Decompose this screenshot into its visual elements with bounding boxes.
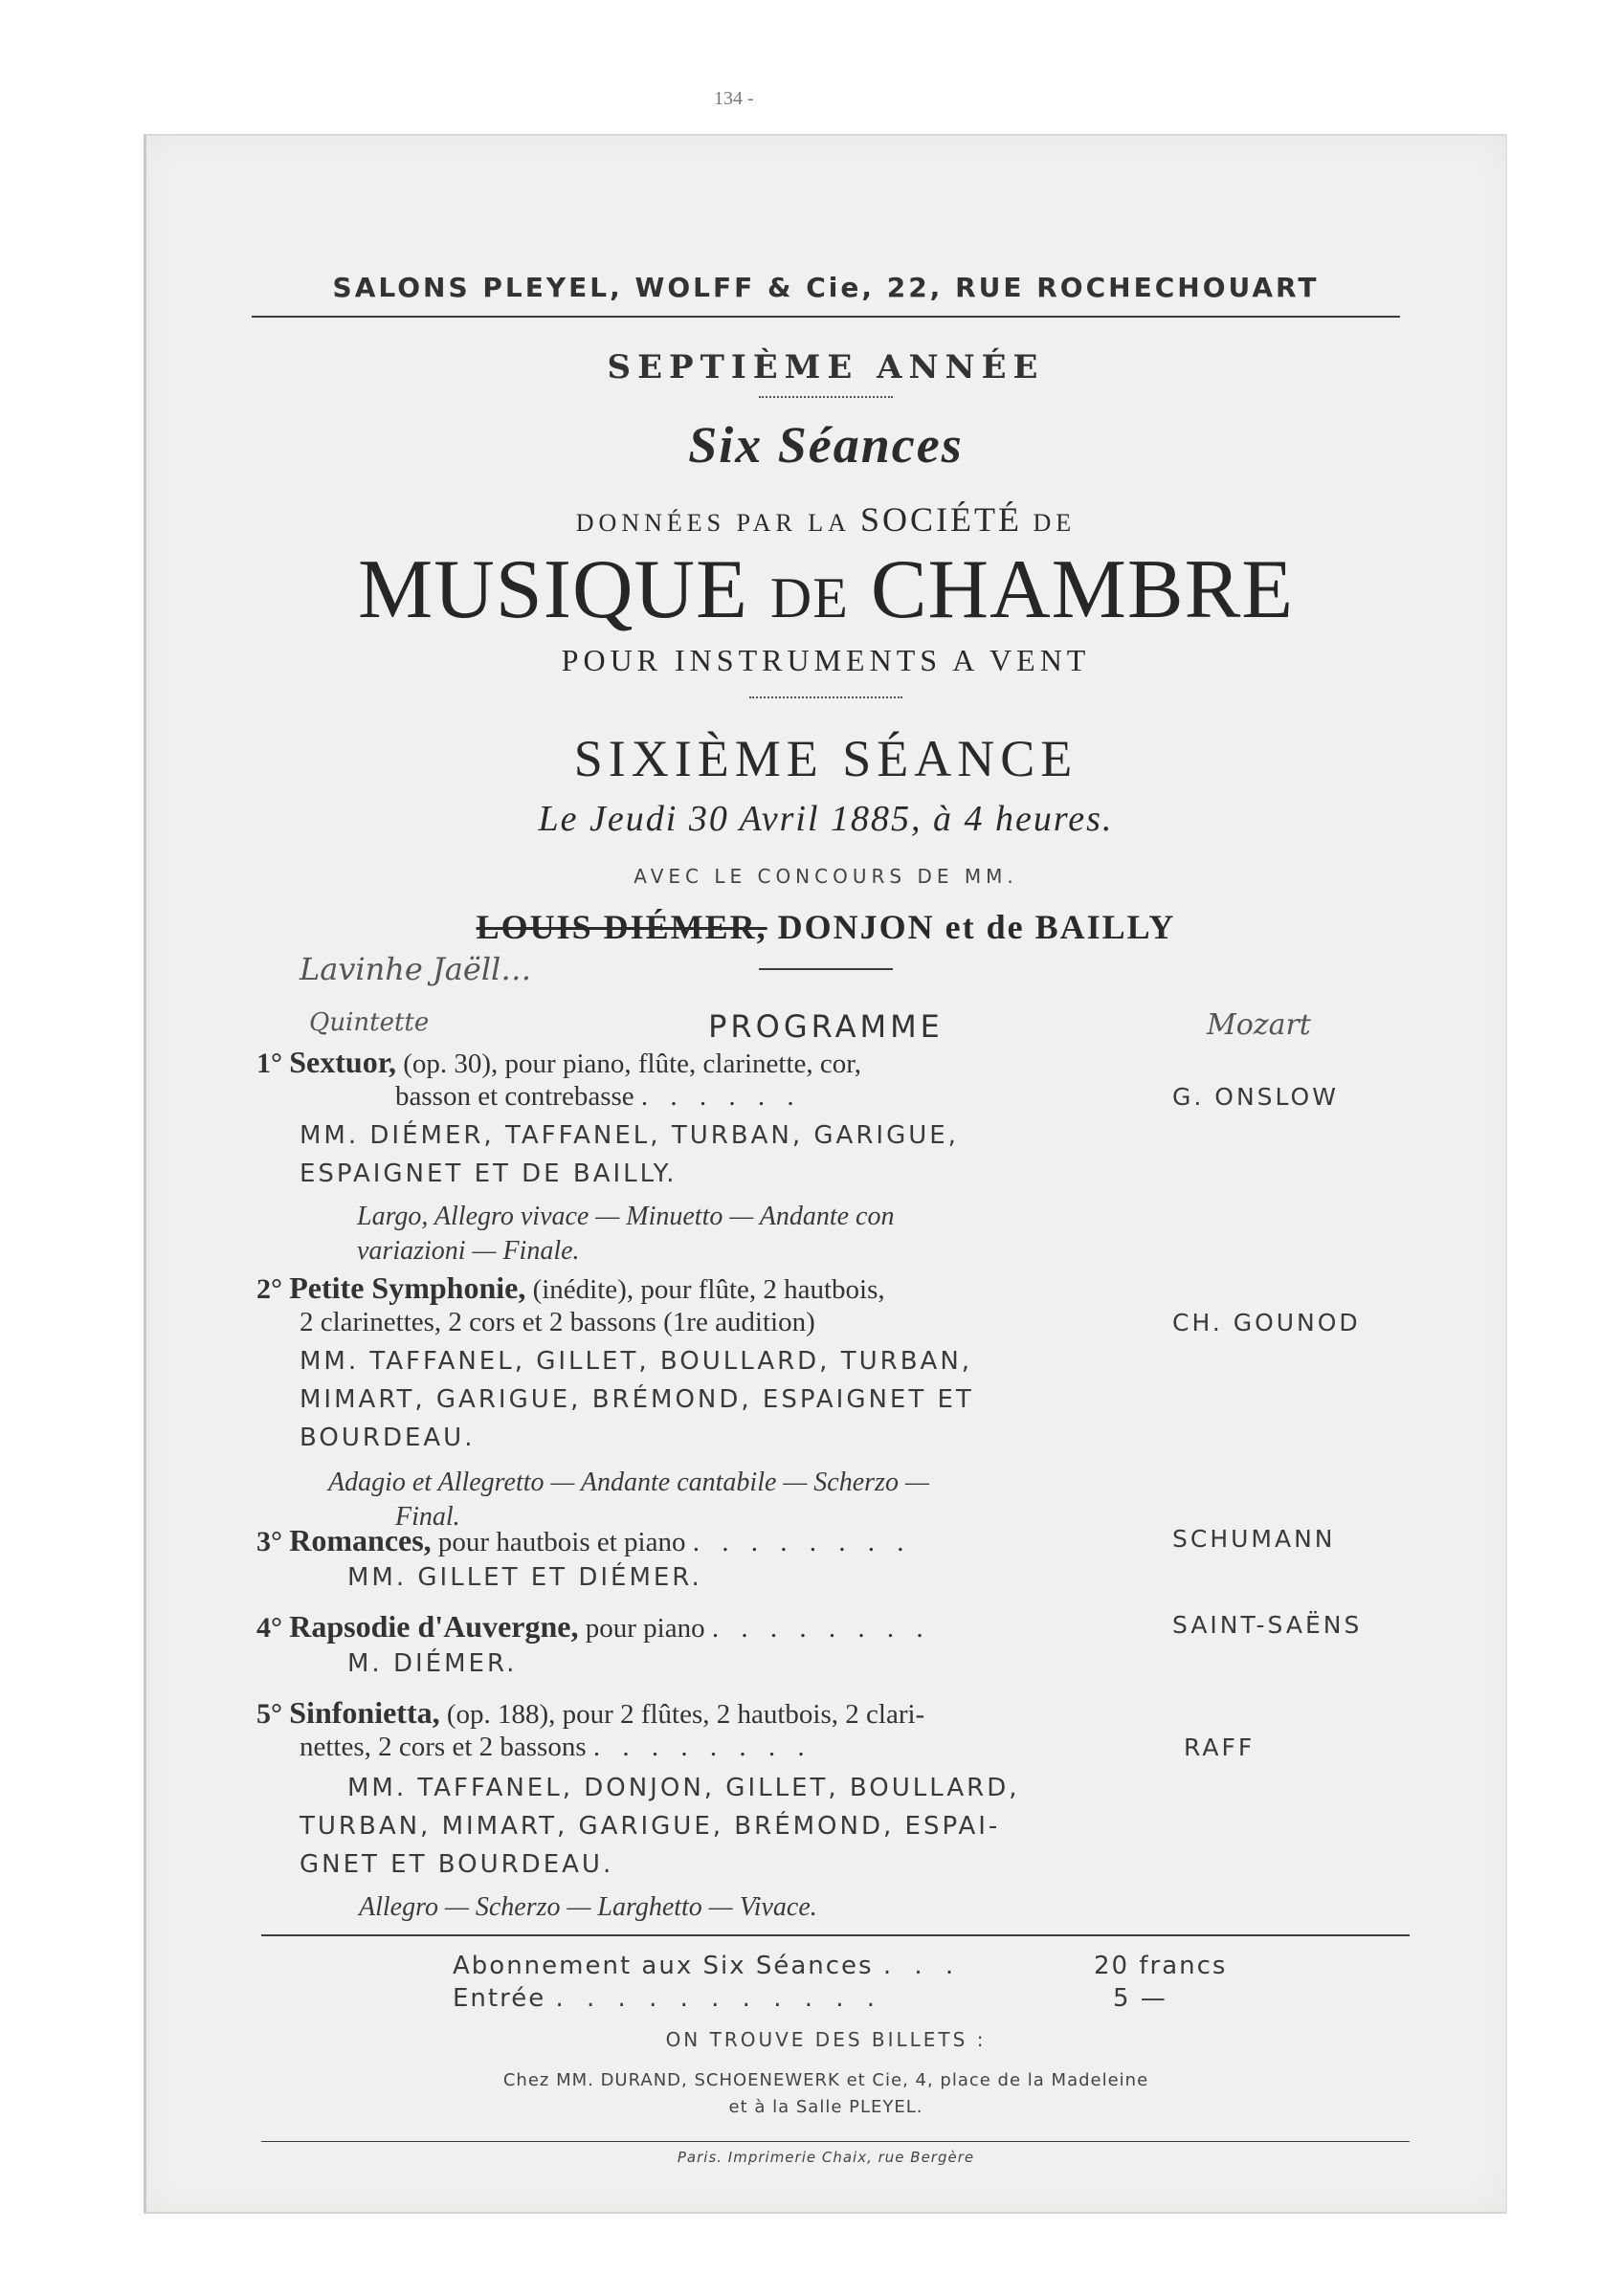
guest-artists	[146, 907, 1505, 947]
six-seances-title: Six Séances	[688, 416, 964, 474]
page-number: 134 -	[714, 88, 754, 109]
item-2-performers-2: MIMART, GARIGUE, BRÉMOND, ESPAIGNET ET	[300, 1385, 974, 1414]
struck-artist: LOUIS DIÉMER,	[476, 908, 767, 946]
item-1-performers-2: ESPAIGNET ET DE BAILLY.	[300, 1159, 678, 1188]
leader-dots: . . . . . . . .	[692, 1527, 912, 1557]
item-5-movements-1: Allegro — Scherzo — Larghetto — Vivace.	[359, 1892, 817, 1922]
item-5-performers-1: MM. TAFFANEL, DONJON, GILLET, BOULLARD,	[347, 1774, 1020, 1802]
short-divider	[759, 968, 893, 970]
item-5-line2-row	[300, 1732, 812, 1763]
artists-rest: DONJON et de BAILLY	[777, 908, 1176, 946]
item-4-performers-1: M. DIÉMER.	[347, 1649, 518, 1678]
tickets-line: ON TROUVE DES BILLETS :	[665, 2028, 987, 2051]
item-2-movements-1: Adagio et Allegretto — Andante cantabile — Scherzo —	[328, 1468, 929, 1497]
given-by-line	[146, 499, 1505, 540]
entry-price: 5 —	[1113, 1984, 1167, 2013]
item-5-number: 5°	[256, 1698, 282, 1730]
leader-dots: . . . . . . . . . . .	[555, 1984, 883, 2013]
concert-program-sheet	[144, 134, 1507, 2214]
margin-note-right: Mozart	[1207, 1008, 1311, 1042]
flourish-divider	[759, 396, 893, 398]
item-5-line2: nettes, 2 cors et 2 bassons	[300, 1732, 587, 1762]
item-3-number: 3°	[256, 1526, 282, 1557]
item-1-number: 1°	[256, 1048, 282, 1079]
address-line-1: Chez MM. DURAND, SCHOENEWERK et Cie, 4, place de la Madeleine	[502, 2070, 1149, 2090]
programme-heading: PROGRAMME	[708, 1008, 944, 1045]
item-1-line2-row	[395, 1081, 802, 1113]
given-by-text: DONNÉES PAR LA	[575, 509, 850, 537]
item-4-composer: SAINT-SAËNS	[1172, 1611, 1363, 1639]
item-5-performers-3: GNET ET BOURDEAU.	[300, 1850, 614, 1879]
flourish-divider-2	[749, 696, 902, 698]
leader-dots: . . .	[882, 1952, 962, 1980]
of-word: DE	[1033, 509, 1077, 537]
entry-row	[453, 1984, 882, 2013]
subscription-row	[453, 1952, 961, 1980]
printer-line: Paris. Imprimerie Chaix, rue Bergère	[677, 2149, 975, 2166]
concert-date: Le Jeudi 30 Avril 1885, à 4 heures.	[538, 799, 1114, 839]
item-1-heading	[256, 1045, 861, 1080]
margin-note-left: Quintette	[309, 1008, 430, 1037]
item-3-line1: pour hautbois et piano	[437, 1527, 686, 1557]
handwritten-note: Lavinhe Jaëll…	[300, 951, 532, 987]
season-year: SEPTIÈME ANNÉE	[607, 348, 1045, 386]
subscription-label: Abonnement aux Six Séances	[453, 1952, 874, 1980]
item-1-movements-1: Largo, Allegro vivace — Minuetto — Andante con	[357, 1202, 895, 1231]
item-1-composer: G. ONSLOW	[1172, 1083, 1339, 1111]
item-5-heading	[256, 1695, 924, 1731]
instruments-subtitle: POUR INSTRUMENTS A VENT	[561, 643, 1091, 677]
item-5-line1: (op. 188), pour 2 flûtes, 2 hautbois, 2 clari-	[446, 1699, 925, 1730]
item-5-performers-2: TURBAN, MIMART, GARIGUE, BRÉMOND, ESPAI-	[300, 1812, 1001, 1841]
society-word: SOCIÉTÉ	[860, 500, 1023, 539]
item-4-title: Rapsodie d'Auvergne,	[289, 1609, 579, 1644]
item-2-movements-2: Final.	[395, 1502, 460, 1532]
footer-rule	[261, 1934, 1410, 1936]
item-2-performers-3: BOURDEAU.	[300, 1424, 476, 1452]
item-1-line2: basson et contrebasse	[395, 1081, 634, 1112]
item-2-title: Petite Symphonie,	[289, 1270, 526, 1305]
item-3-heading	[256, 1523, 911, 1558]
item-2-composer: CH. GOUNOD	[1172, 1309, 1361, 1336]
printer-rule	[261, 2141, 1410, 2142]
item-4-number: 4°	[256, 1612, 282, 1644]
chambre-word: CHAMBRE	[870, 543, 1295, 636]
item-1-performers-1: MM. DIÉMER, TAFFANEL, TURBAN, GARIGUE,	[300, 1121, 959, 1150]
item-3-performers-1: MM. GILLET ET DIÉMER.	[347, 1563, 702, 1592]
entry-label: Entrée	[453, 1984, 546, 2013]
venue-header: SALONS PLEYEL, WOLFF & Cie, 22, RUE ROCHECHOUART	[332, 272, 1320, 303]
item-2-performers-1: MM. TAFFANEL, GILLET, BOULLARD, TURBAN,	[300, 1347, 973, 1376]
item-1-line1: (op. 30), pour piano, flûte, clarinette, cor,	[403, 1049, 862, 1079]
musique-word: MUSIQUE	[357, 543, 748, 636]
seance-title: SIXIÈME SÉANCE	[573, 730, 1078, 787]
item-2-line1: (inédite), pour flûte, 2 hautbois,	[532, 1274, 885, 1305]
society-name	[146, 541, 1505, 638]
concours-line: AVEC LE CONCOURS DE MM.	[634, 865, 1018, 888]
item-2-number: 2°	[256, 1273, 282, 1305]
item-3-title: Romances,	[289, 1523, 432, 1557]
subscription-price: 20 francs	[1094, 1952, 1228, 1980]
item-4-line1: pour piano	[585, 1613, 705, 1644]
header-rule	[252, 316, 1400, 318]
item-3-composer: SCHUMANN	[1172, 1525, 1336, 1553]
de-word: DE	[769, 566, 849, 629]
item-2-heading	[256, 1270, 885, 1306]
item-1-movements-2: variazioni — Finale.	[357, 1236, 580, 1266]
item-2-line2: 2 clarinettes, 2 cors et 2 bassons (1re audition)	[300, 1307, 815, 1337]
leader-dots: . . . . . . . .	[592, 1732, 812, 1762]
leader-dots: . . . . . . . .	[711, 1613, 931, 1644]
item-1-title: Sextuor,	[289, 1045, 396, 1079]
item-4-heading	[256, 1609, 931, 1645]
leader-dots: . . . . . .	[640, 1081, 802, 1112]
item-5-composer: RAFF	[1184, 1733, 1256, 1761]
address-line-2: et à la Salle PLEYEL.	[728, 2097, 923, 2117]
item-5-title: Sinfonietta,	[289, 1695, 440, 1730]
